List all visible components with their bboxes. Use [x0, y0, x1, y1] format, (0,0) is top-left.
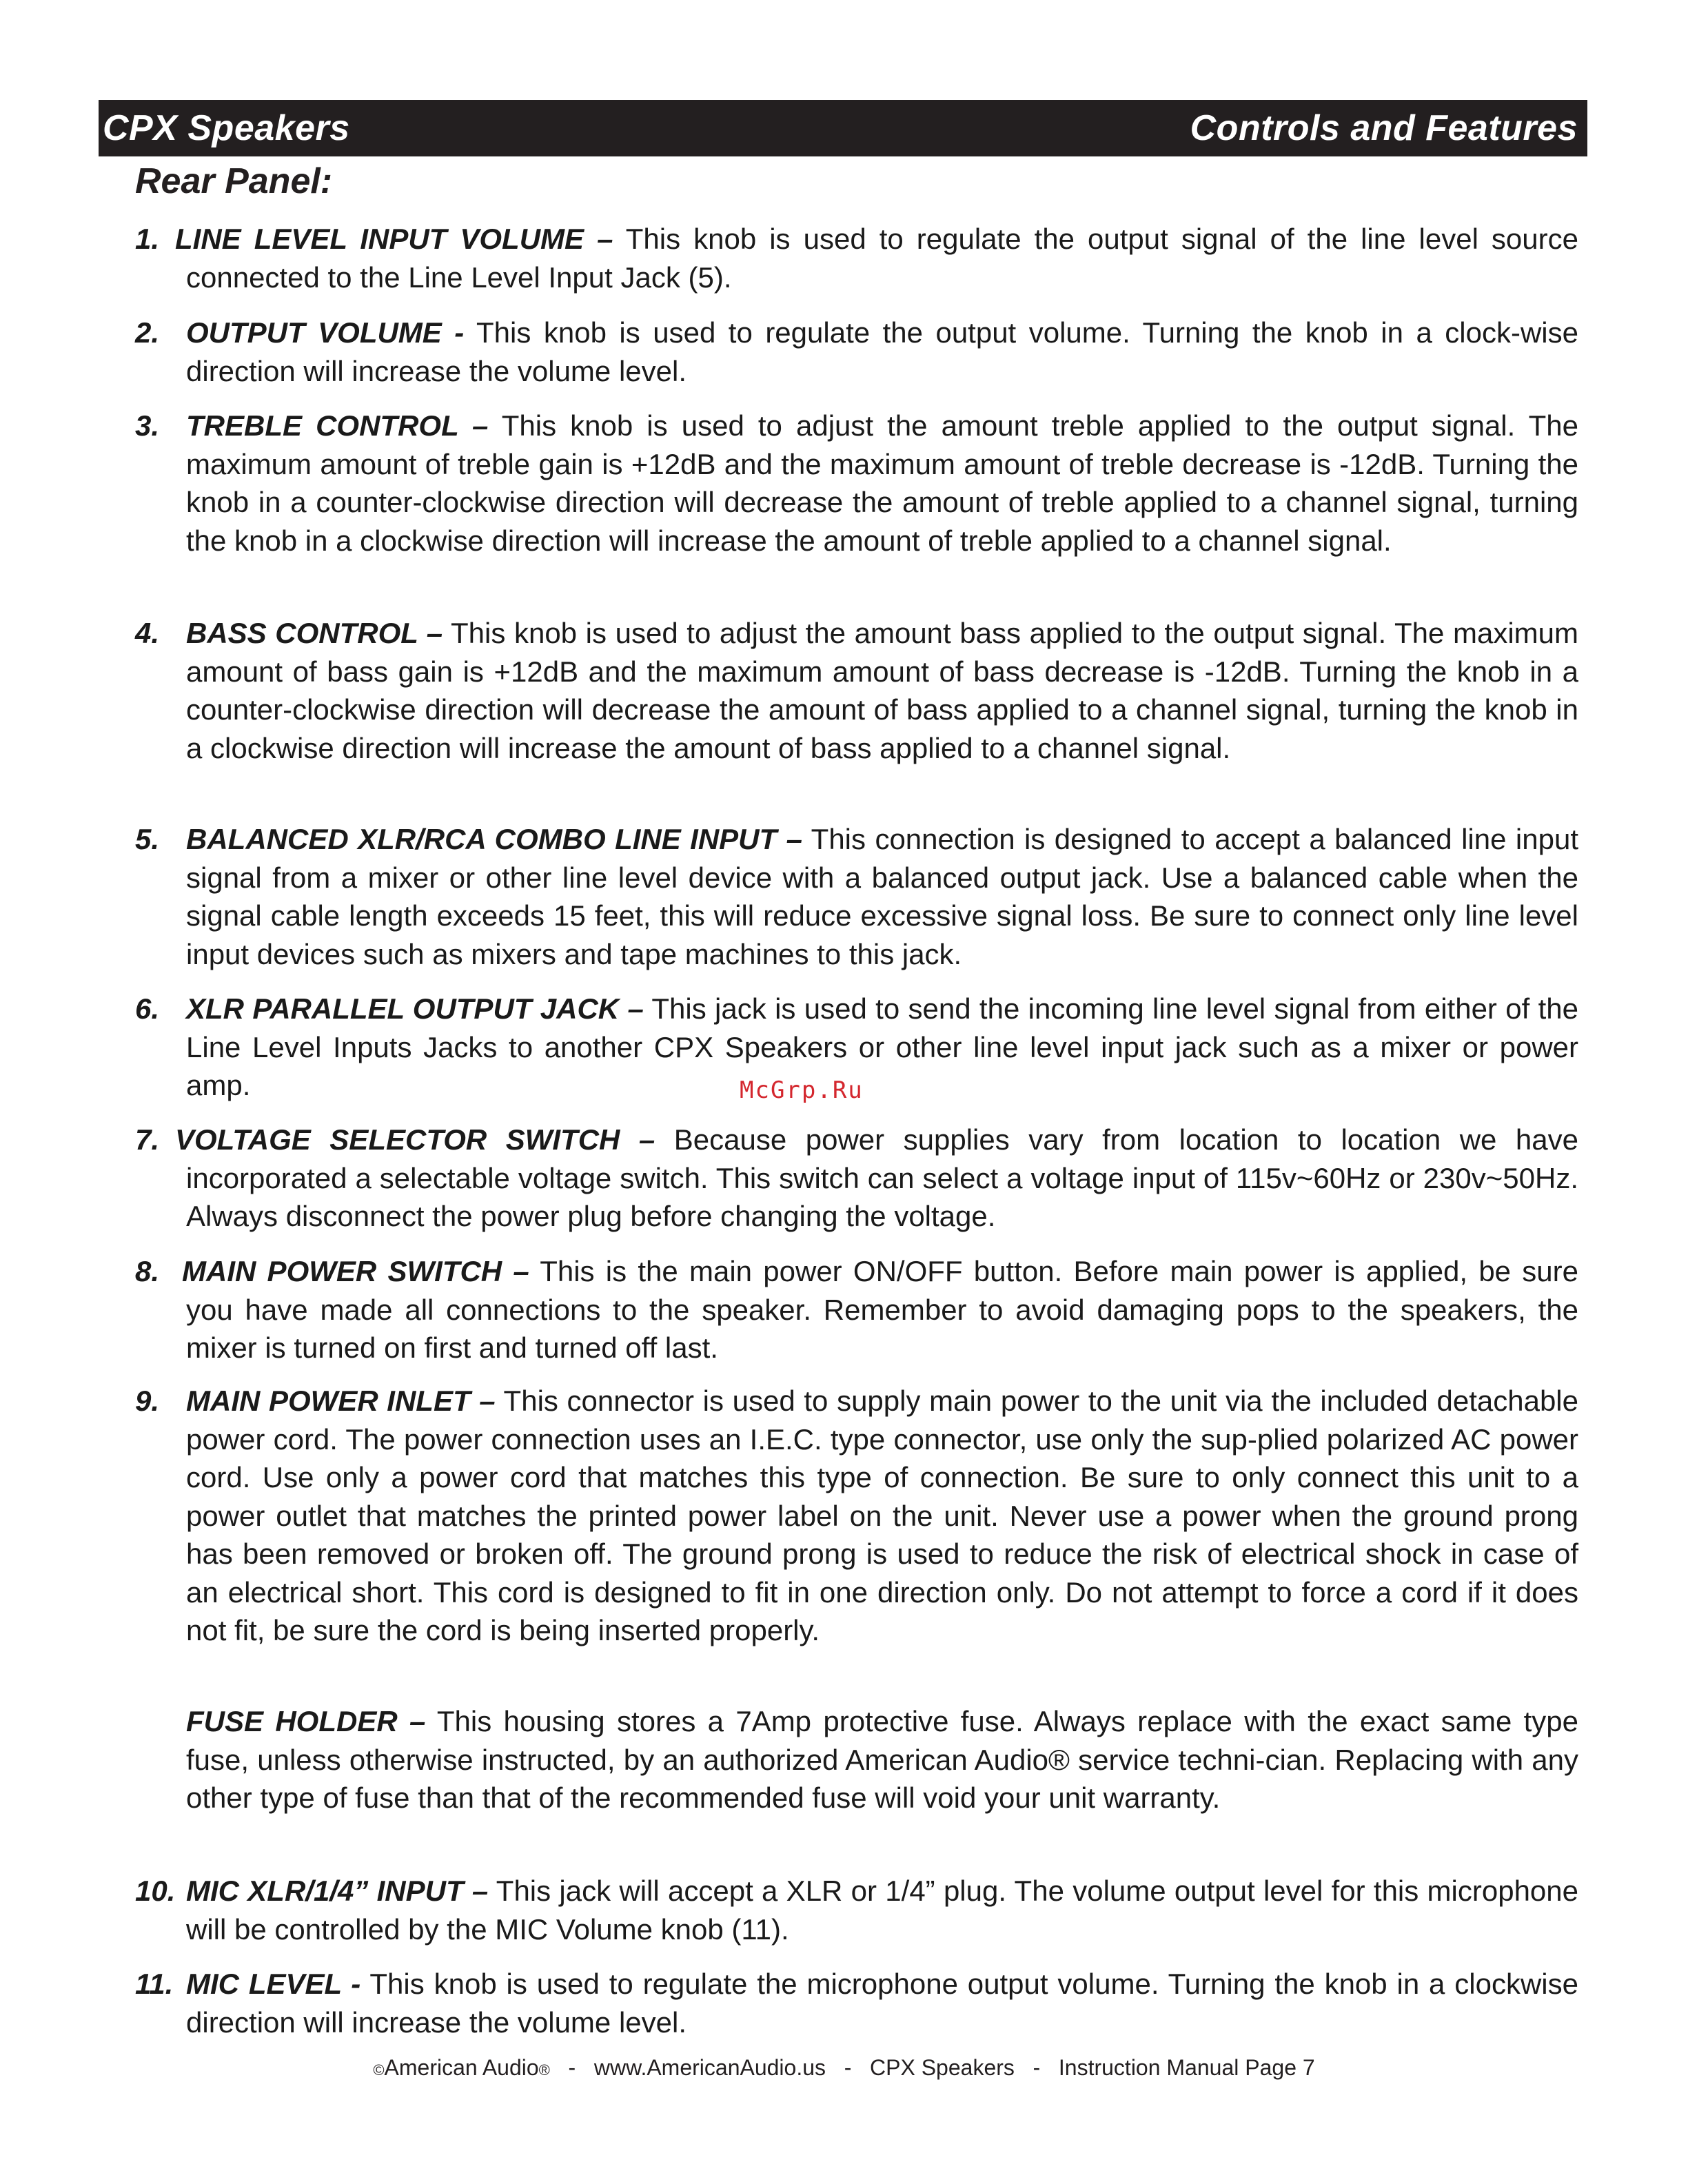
item-number: 9. [135, 1385, 160, 1417]
item-text: This connector is used to supply main power to the unit via the included detachable power cord. The power connection uses an I.E.C. type connector, use only the sup-plied polarized AC power cord. Use only a power cord that matches this type of connection. Be sure to only connect this unit to a power outlet that matches the printed power label on the unit. Never use a power when the ground prong has been removed or broken off. The ground prong is used to reduce the risk of electrical shock in case of an electrical short. This cord is designed to fit in one direction only. Do not attempt to force a cord if it does not fit, be sure the cord is being inserted properly. [186, 1385, 1578, 1646]
item-mic-level [135, 1965, 1578, 2041]
footer-brand: American Audio [384, 2055, 539, 2080]
item-term: VOLTAGE SELECTOR SWITCH – [175, 1123, 655, 1156]
item-main-power-inlet [135, 1382, 1578, 1650]
item-fuse-holder [135, 1702, 1578, 1817]
item-text: This jack will accept a XLR or 1/4” plug. The volume output level for this microphone will be controlled by the MIC Volume knob (11). [186, 1875, 1579, 1946]
item-main-power-switch [135, 1252, 1578, 1367]
item-term: MAIN POWER INLET – [186, 1385, 496, 1417]
item-line-level-input-volume [135, 220, 1578, 296]
item-text: This housing stores a 7Amp protective fuse. Always replace with the exact same type fuse, unless otherwise instructed, by an authorized American Audio® service techni-cian. Replacing with any other type of fuse than that of the recommended fuse will void your unit warranty. [186, 1705, 1578, 1814]
item-number: 10. [135, 1875, 176, 1907]
item-number: 3. [135, 409, 160, 442]
item-bass-control [135, 614, 1578, 767]
item-text: This is the main power ON/OFF button. Before main power is applied, be sure you have made all connections to the speaker. Remember to avoid damaging pops to the speakers, the mixer is turned on first and turned off last. [186, 1255, 1578, 1364]
item-text: This knob is used to regulate the output volume. Turning the knob in a clock-wise direction will increase the volume level. [186, 316, 1579, 387]
item-voltage-selector [135, 1121, 1578, 1236]
item-balanced-combo-input [135, 820, 1578, 973]
item-output-volume [135, 314, 1578, 390]
item-text: This connection is designed to accept a balanced line input signal from a mixer or other line level device with a balanced output jack. Use a balanced cable when the signal cable length exceeds 15 feet, this will reduce excessive signal loss. Be sure to connect only line level input devices such as mixers and tape machines to this jack. [186, 823, 1578, 970]
item-number: 6. [135, 992, 160, 1025]
footer-registered-symbol: ® [538, 2061, 550, 2079]
header-bar [99, 100, 1587, 156]
footer-copyright-symbol: © [373, 2061, 385, 2079]
item-treble-control [135, 407, 1578, 560]
item-term: LINE LEVEL INPUT VOLUME – [175, 223, 613, 255]
item-number: 4. [135, 617, 160, 649]
item-term: MIC LEVEL - [186, 1968, 361, 2000]
item-term: MIC XLR/1/4” INPUT – [186, 1875, 489, 1907]
item-text: This knob is used to regulate the microphone output volume. Turning the knob in a clockwise direction will increase the volume level. [186, 1968, 1578, 2039]
item-term: BASS CONTROL – [186, 617, 443, 649]
header-section-title: Controls and Features [1190, 108, 1578, 148]
item-number: 7. [135, 1123, 160, 1156]
item-number: 11. [135, 1968, 174, 2000]
item-text: Because power supplies vary from location to location we have incorporated a selectable voltage switch. This switch can select a voltage input of 115v~60Hz or 230v~50Hz. Always disconnect the power plug before changing the voltage. [186, 1123, 1579, 1232]
item-term: TREBLE CONTROL – [186, 409, 489, 442]
section-title: Rear Panel: [135, 161, 333, 201]
page-footer [0, 2055, 1688, 2081]
item-term: FUSE HOLDER – [186, 1705, 426, 1737]
item-term: XLR PARALLEL OUTPUT JACK – [186, 992, 644, 1025]
item-number: 2. [135, 316, 160, 349]
item-number: 8. [135, 1255, 160, 1287]
item-text: This knob is used to regulate the output signal of the line level source connected to the Line Level Input Jack (5). [186, 223, 1578, 294]
item-term: BALANCED XLR/RCA COMBO LINE INPUT – [186, 823, 802, 855]
item-mic-xlr-input [135, 1872, 1578, 1948]
header-product-title: CPX Speakers [103, 108, 350, 148]
item-text: This knob is used to adjust the amount bass applied to the output signal. The maximum amount of bass gain is +12dB and the maximum amount of bass decrease is -12dB. Turning the knob in a counter-clockwise direction will decrease the amount of bass applied to a channel signal, turning the knob in a clockwise direction will increase the amount of bass applied to a channel signal. [186, 617, 1578, 764]
footer-text: - www.AmericanAudio.us - CPX Speakers - Instruction Manual Page 7 [549, 2055, 1315, 2080]
item-term: OUTPUT VOLUME - [186, 316, 465, 349]
watermark: McGrp.Ru [740, 1076, 864, 1104]
item-text: This jack is used to send the incoming line level signal from either of the Line Level Inputs Jacks to another CPX Speakers or other line level input jack such as a mixer or power amp. [186, 992, 1578, 1101]
item-text: This knob is used to adjust the amount treble applied to the output signal. The maximum amount of treble gain is +12dB and the maximum amount of treble decrease is -12dB. Turning the knob in a counter-clockwise direction will decrease the amount of treble applied to a channel signal, turning the knob in a clockwise direction will increase the amount of treble applied to a channel signal. [186, 409, 1578, 557]
item-term: MAIN POWER SWITCH – [182, 1255, 529, 1287]
item-number: 1. [135, 223, 160, 255]
item-number: 5. [135, 823, 160, 855]
